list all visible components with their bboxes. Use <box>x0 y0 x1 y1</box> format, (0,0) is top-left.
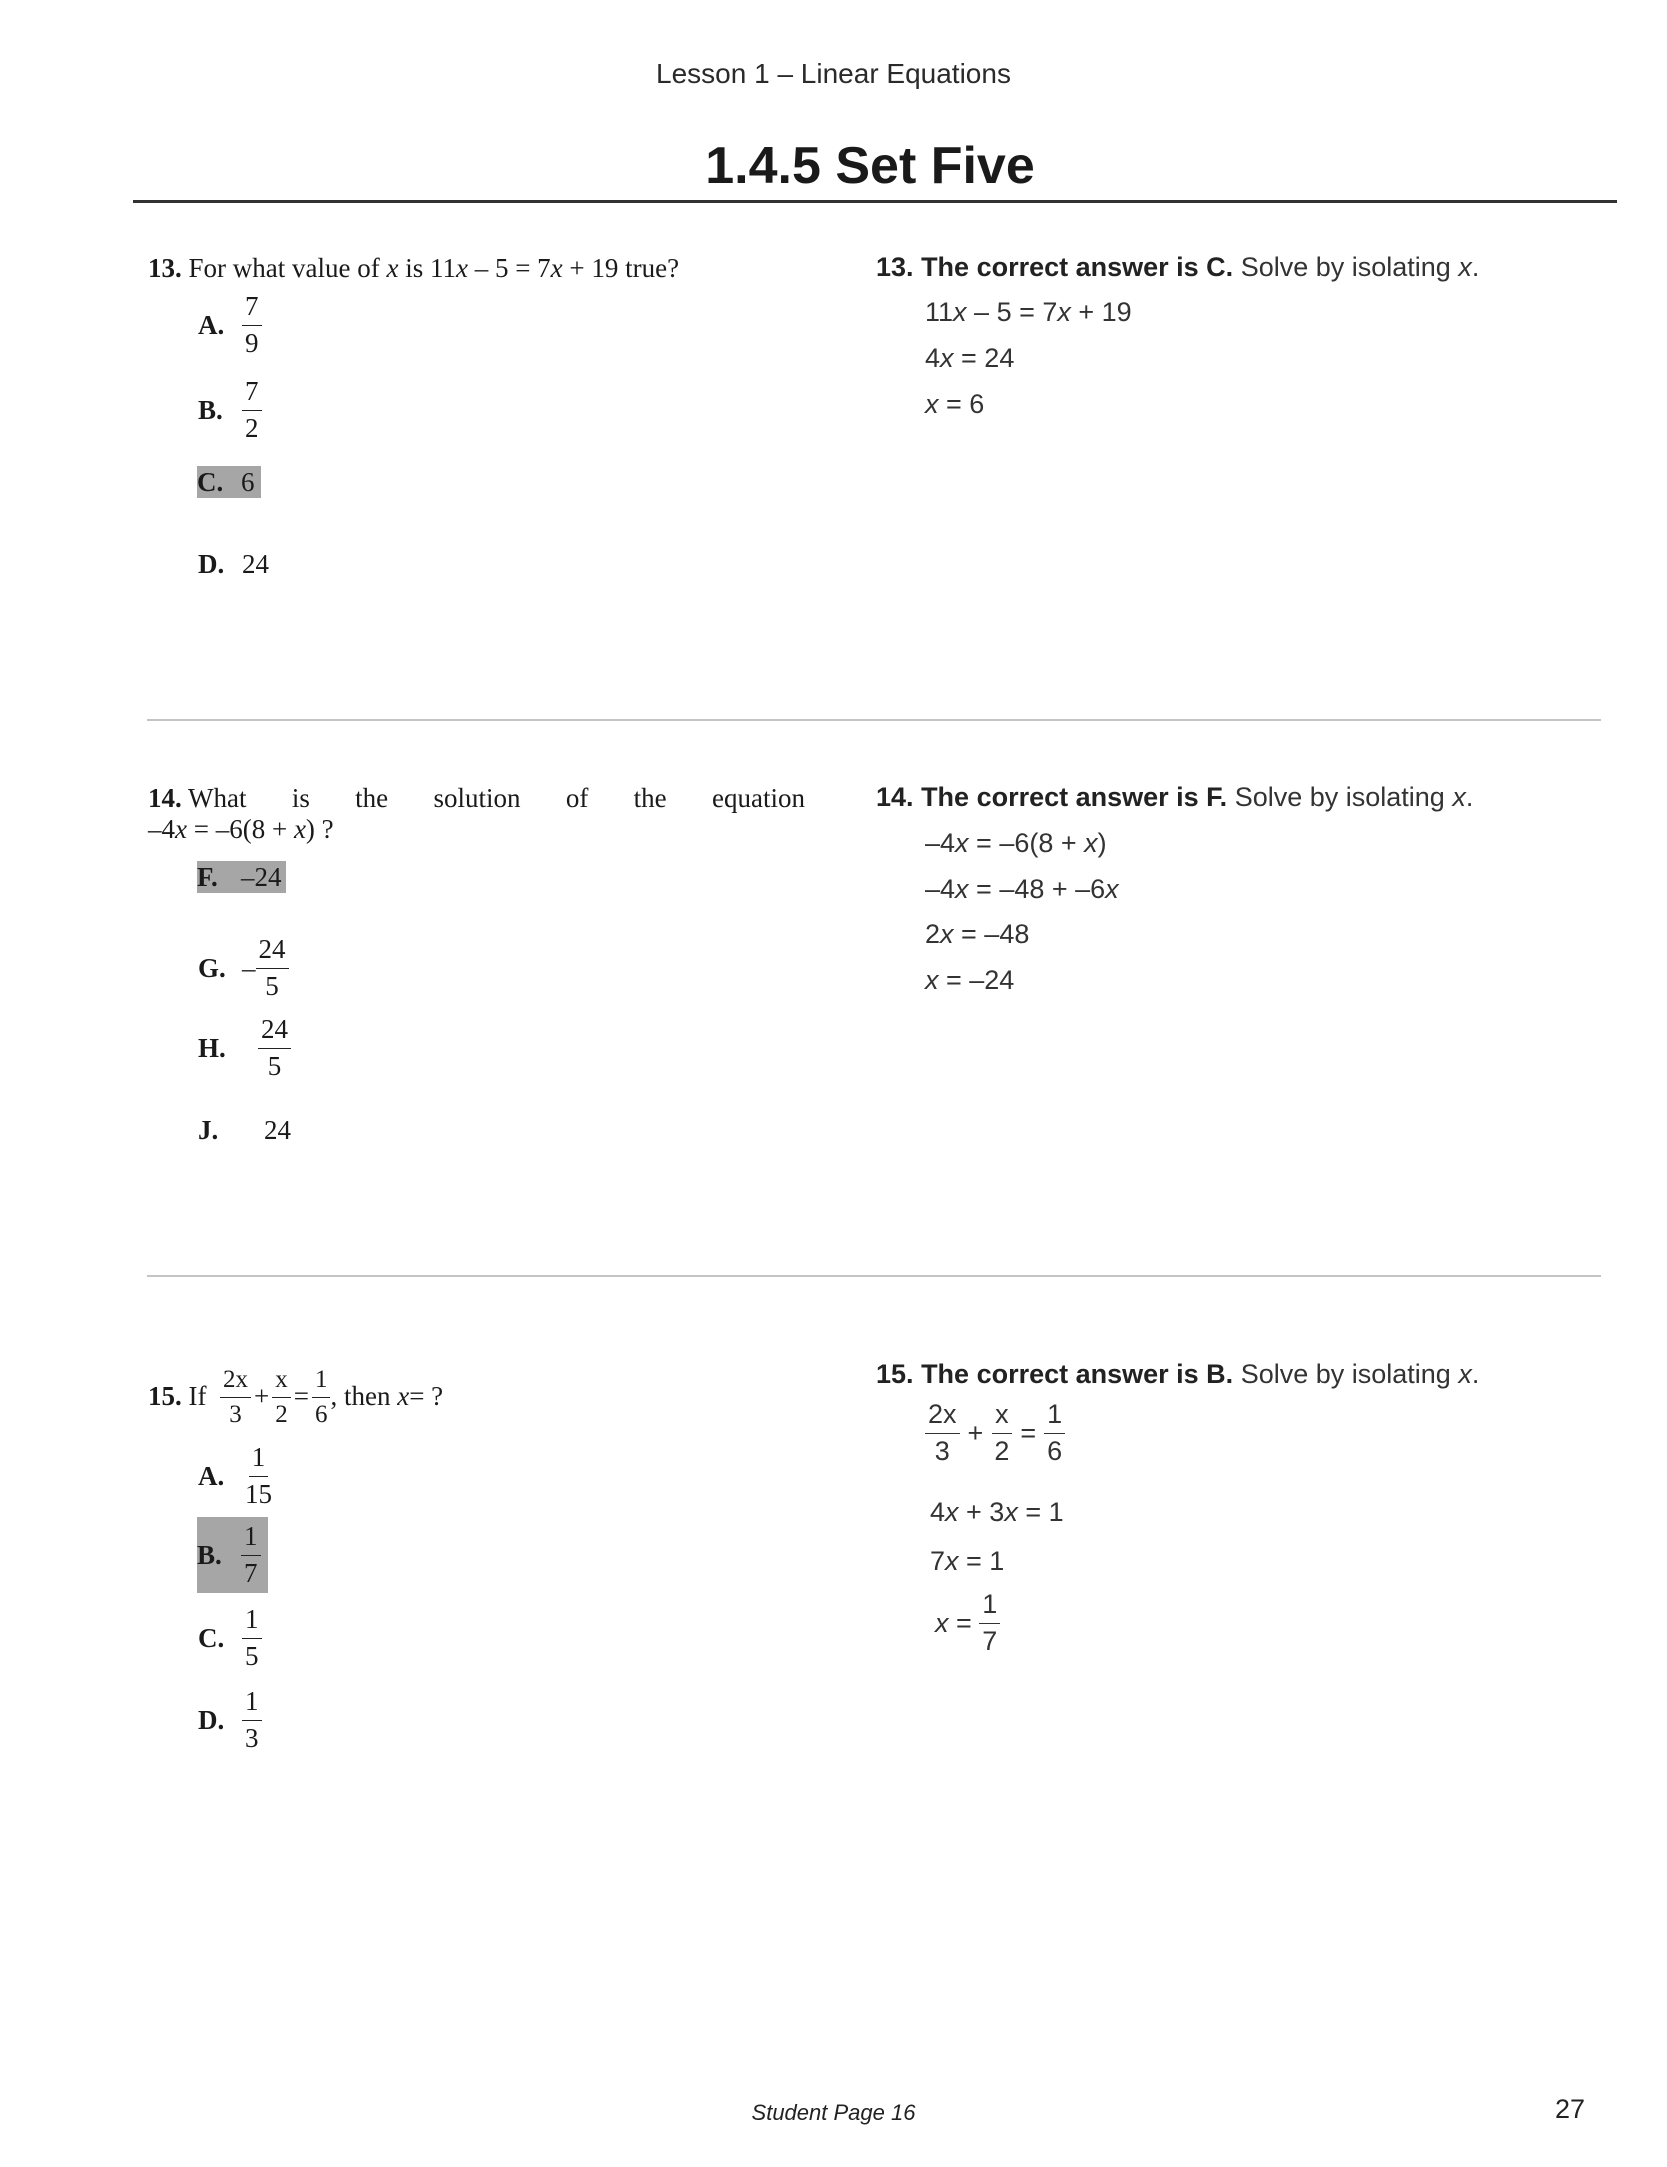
a14-step: 2x = –48 <box>925 919 1030 949</box>
a15-step-fractions: $\frac{2x}{3}$ + $\frac{x}{2}$ = $\frac{1}{6}$ <box>925 1400 1065 1466</box>
a14-step: –4x = –48 + –6x <box>925 874 1119 904</box>
a13-step: x = 6 <box>925 389 985 419</box>
q13-number: 13. <box>148 253 182 283</box>
a14-heading: 14. The correct answer is F. Solve by isolating x. <box>876 782 1474 812</box>
q14-option-j[interactable]: J. 24 <box>198 1115 291 1145</box>
a15-step: 4x + 3x = 1 <box>930 1497 1064 1527</box>
q13-stem: 13. For what value of x is 11x – 5 = 7x + 19 true? <box>148 253 680 283</box>
q14-option-h[interactable]: H. $\frac{24}{5}$ <box>198 1015 291 1081</box>
a15-step-result: x = $\frac{1}{7}$ <box>935 1590 1000 1656</box>
fraction: $\frac{1}{15}$ <box>245 1442 272 1509</box>
a13-step: 4x = 24 <box>925 343 1015 373</box>
q13-option-b[interactable]: B. $\frac{7}{2}$ <box>198 377 262 443</box>
fraction: $\frac{7}{9}$ <box>242 292 262 358</box>
a14-step: –4x = –6(8 + x) <box>925 828 1107 858</box>
q13-option-c-highlighted[interactable]: C. 6 <box>197 466 261 498</box>
running-head: Lesson 1 – Linear Equations <box>656 58 1011 89</box>
a13-heading: 13. The correct answer is C. Solve by isolating x. <box>876 252 1480 282</box>
page-title: 1.4.5 Set Five <box>705 137 1035 195</box>
q15-option-d[interactable]: D. $\frac{1}{3}$ <box>198 1687 262 1753</box>
fraction: $\frac{1}{5}$ <box>242 1605 262 1671</box>
title-rule <box>133 200 1617 203</box>
q15-stem: 15. If $\frac{2x}{3}$ + $\frac{x}{2}$ = $\frac{1}{6}$ , then x = ? <box>148 1366 444 1428</box>
a13-step: 11x – 5 = 7x + 19 <box>925 297 1132 327</box>
a15-step: 7x = 1 <box>930 1546 1005 1576</box>
fraction: $\frac{1}{3}$ <box>242 1687 262 1753</box>
page-number: 27 <box>1555 2094 1586 2124</box>
a14-step: x = –24 <box>925 965 1015 995</box>
fraction: $\frac{24}{5}$ <box>256 935 289 1001</box>
fraction: $\frac{1}{7}$ <box>241 1522 261 1588</box>
section-divider <box>147 1275 1601 1277</box>
q15-option-c[interactable]: C. $\frac{1}{5}$ <box>198 1605 262 1671</box>
fraction: $\frac{24}{5}$ <box>258 1015 291 1081</box>
q15-option-b-highlighted[interactable]: B. $\frac{1}{7}$ <box>197 1517 268 1593</box>
q14-option-f-highlighted[interactable]: F. –24 <box>197 861 286 893</box>
q13-option-d[interactable]: D. 24 <box>198 549 269 579</box>
q14-stem: 14. What is the solution of the equation –4x = –6(8 + x) ? <box>148 783 805 845</box>
a15-heading: 15. The correct answer is B. Solve by isolating x. <box>876 1359 1480 1389</box>
fraction: $\frac{7}{2}$ <box>242 377 262 443</box>
section-divider <box>147 719 1601 721</box>
q15-option-a[interactable]: A. $\frac{1}{15}$ <box>198 1443 275 1509</box>
student-page-label: Student Page 16 <box>751 2100 916 2125</box>
q14-option-g[interactable]: G. – $\frac{24}{5}$ <box>198 935 289 1001</box>
q13-option-a[interactable]: A. $\frac{7}{9}$ <box>198 292 262 358</box>
